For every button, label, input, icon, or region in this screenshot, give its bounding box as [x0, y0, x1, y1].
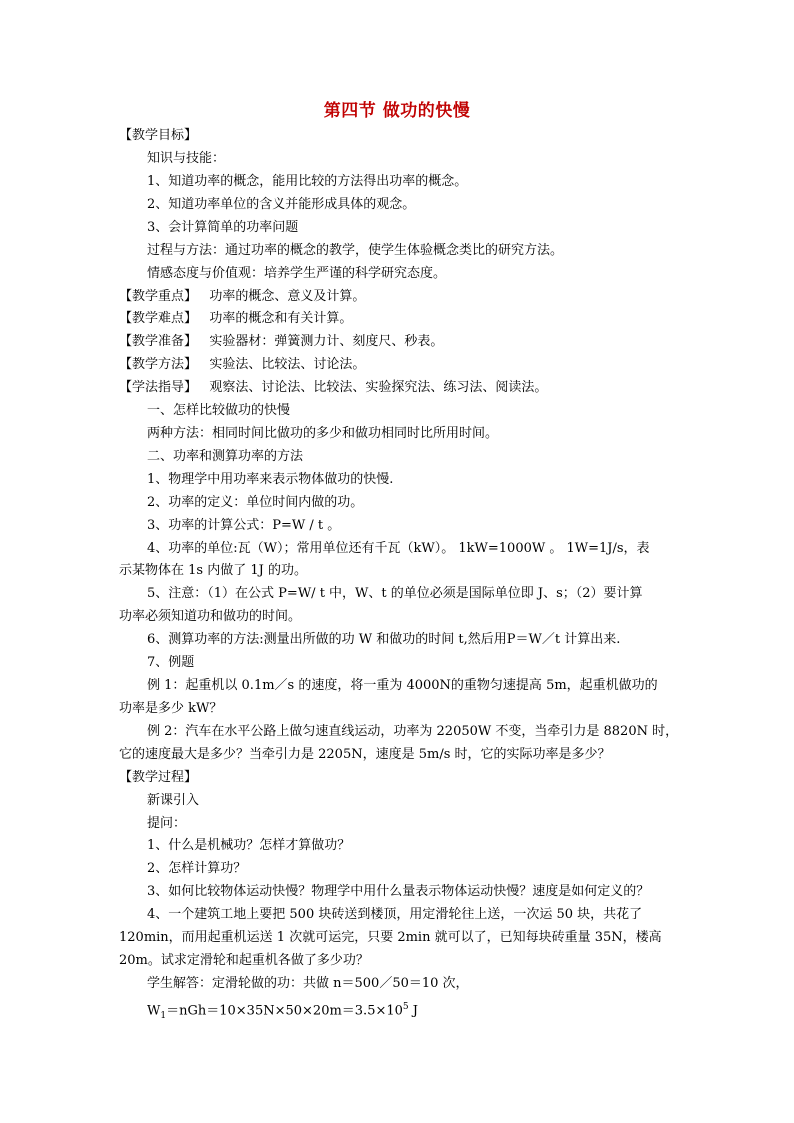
question: 2、怎样计算功？ — [147, 861, 247, 876]
key-point — [119, 289, 365, 305]
work-equation — [147, 999, 418, 1024]
paragraph: 7、例题 — [147, 655, 195, 670]
paragraph: 两种方法：相同时间比做功的多少和做功相同时比所用时间。 — [147, 426, 499, 441]
key-point-text: 功率的概念、意义及计算。 — [209, 289, 366, 304]
objective-item: 1、知道功率的概念，能用比较的方法得出功率的概念。 — [147, 174, 468, 189]
knowledge-label: 知识与技能： — [147, 151, 226, 166]
question-continued: 120min，而用起重机运送 1 次就可运完，只要 2min 就可以了，已知每块砖重量 35N，楼高 — [119, 930, 662, 945]
example-1-continued: 功率是多少 kW？ — [119, 701, 223, 716]
paragraph: 提问： — [147, 816, 187, 831]
process-heading: 【教学过程】 — [119, 770, 198, 785]
paragraph: 5、注意：（1）在公式 P=W/ t 中，W、t 的单位必须是国际单位即 J、s；（2）要计算 — [147, 586, 643, 601]
difficulty — [119, 311, 352, 327]
preparation-text: 实验器材：弹簧测力计、刻度尺、秒表。 — [209, 334, 444, 349]
paragraph: 新课引入 — [147, 793, 200, 808]
key-point-label: 【教学重点】 — [119, 289, 198, 304]
paragraph: 3、功率的计算公式：P=W / t 。 — [147, 518, 341, 533]
difficulty-label: 【教学难点】 — [119, 311, 198, 326]
objectives-heading: 【教学目标】 — [119, 128, 198, 143]
paragraph: 2、功率的定义：单位时间内做的功。 — [147, 495, 364, 510]
objective-item: 3、会计算简单的功率问题 — [147, 220, 299, 235]
process-method: 过程与方法：通过功率的概念的教学，使学生体验概念类比的研究方法。 — [147, 243, 564, 258]
work-subscript: 1 — [160, 1010, 167, 1021]
question: 4、一个建筑工地上要把 500 块砖送到楼顶，用定滑轮往上送，一次运 50 块，共花了 — [147, 907, 643, 922]
example-1: 例 1：起重机以 0.1m／s 的速度，将一重为 4000N的重物匀速提高 5m，起重机做功的 — [147, 678, 658, 693]
question-continued: 20m。试求定滑轮和起重机各做了多少功？ — [119, 953, 369, 968]
student-answer: 学生解答：定滑轮做的功：共做 n＝500／50＝10 次， — [147, 976, 469, 991]
teaching-method-label: 【教学方法】 — [119, 357, 198, 372]
section-heading: 一、怎样比较做功的快慢 — [147, 403, 291, 418]
paragraph: 1、物理学中用功率来表示物体做功的快慢. — [147, 472, 394, 487]
paragraph-continued: 功率必须知道功和做功的时间。 — [119, 609, 302, 624]
study-method-label: 【学法指导】 — [119, 380, 198, 395]
work-unit: J — [408, 1003, 418, 1019]
work-symbol: W — [147, 1003, 161, 1019]
preparation-label: 【教学准备】 — [119, 334, 198, 349]
teaching-method-text: 实验法、比较法、讨论法。 — [209, 357, 366, 372]
attitude-values: 情感态度与价值观：培养学生严谨的科学研究态度。 — [147, 266, 447, 281]
work-expression: ＝nGh＝10×35N×50×20m＝3.5×10 — [166, 1003, 403, 1019]
page-title: 第四节 做功的快慢 — [323, 101, 471, 121]
paragraph-continued: 示某物体在 1s 内做了 1J 的功。 — [119, 563, 307, 578]
study-method-text: 观察法、讨论法、比较法、实验探究法、练习法、阅读法。 — [209, 380, 548, 395]
example-2-continued: 它的速度最大是多少？当牵引力是 2205N，速度是 5m/s 时，它的实际功率是多少？ — [119, 747, 611, 762]
question: 1、什么是机械功？怎样才算做功？ — [147, 838, 351, 853]
example-2: 例 2：汽车在水平公路上做匀速直线运动，功率为 22050W 不变，当牵引力是 8820N 时， — [147, 724, 679, 739]
study-method — [119, 380, 547, 396]
preparation — [119, 334, 443, 350]
difficulty-text: 功率的概念和有关计算。 — [209, 311, 353, 326]
teaching-method — [119, 357, 365, 373]
paragraph: 6、测算功率的方法:测量出所做的功 W 和做功的时间 t,然后用P＝W／t 计算出来. — [147, 632, 621, 647]
work-exponent: 5 — [402, 1002, 409, 1012]
section-heading: 二、功率和测算功率的方法 — [147, 449, 304, 464]
objective-item: 2、知道功率单位的含义并能形成具体的观念。 — [147, 197, 416, 212]
question: 3、如何比较物体运动快慢？物理学中用什么量表示物体运动快慢？速度是如何定义的？ — [147, 884, 650, 899]
paragraph: 4、功率的单位:瓦（W）；常用单位还有千瓦（kW）。 1kW=1000W 。 1W=1J/s，表 — [147, 541, 650, 556]
